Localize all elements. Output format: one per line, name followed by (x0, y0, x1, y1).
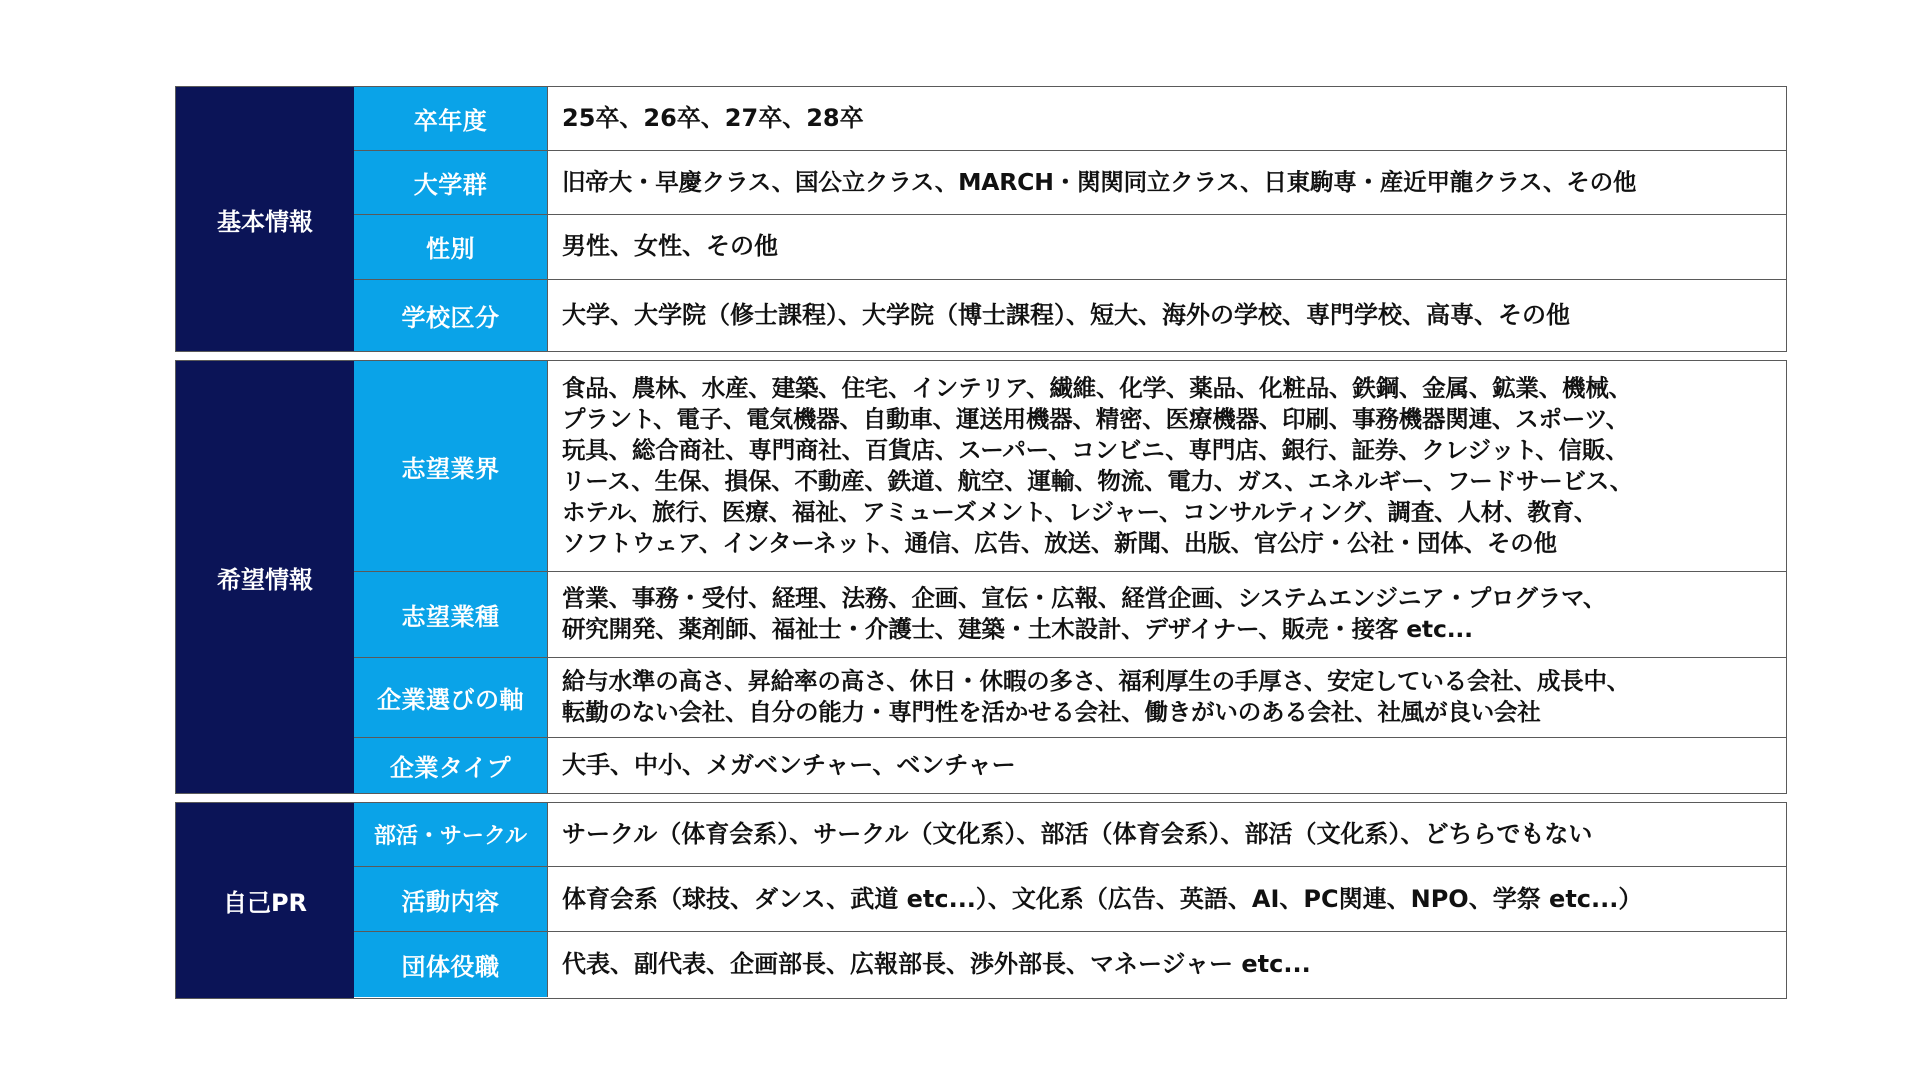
row-value: 大手、中小、メガベンチャー、ベンチャー (547, 738, 1786, 793)
row-value: 食品、農林、水産、建築、住宅、インテリア、繊維、化学、薬品、化粧品、鉄鋼、金属、鉱業、機械、 プラント、電子、電気機器、自動車、運送用機器、精密、医療機器、印刷、事務機器関連、スポーツ、 玩具、総合商社、専門商社、百貨店、スーパー、コンビニ、専門店、銀行、証券、クレジット、信販、 リース、生保、損保、不動産、鉄道、航空、運輸、物流、電力、ガス、エネルギー、フードサービス、 ホテル、旅行、医療、福祉、アミューズメント、レジャー、コンサルティング、調査、人材、教育、 ソフトウェア、インターネット、通信、広告、放送、新聞、出版、官公庁・公社・団体、その他 (547, 361, 1786, 571)
row-value: 旧帝大・早慶クラス、国公立クラス、MARCH・関関同立クラス、日東駒専・産近甲龍クラス、その他 (547, 151, 1786, 215)
section-preferences (175, 360, 1787, 794)
row-label: 企業タイプ (354, 738, 547, 793)
category-label: 希望情報 (176, 361, 354, 793)
row-value: 給与水準の高さ、昇給率の高さ、休日・休暇の多さ、福利厚生の手厚さ、安定している会社、成長中、 転勤のない会社、自分の能力・専門性を活かせる会社、働きがいのある会社、社風が良い会社 (547, 658, 1786, 738)
table-row (354, 932, 1786, 997)
table-row (354, 87, 1786, 151)
row-value: 大学、大学院（修士課程）、大学院（博士課程）、短大、海外の学校、専門学校、高専、その他 (547, 280, 1786, 351)
section-self-pr (175, 802, 1787, 999)
row-value: 体育会系（球技、ダンス、武道 etc...）、文化系（広告、英語、AI、PC関連、NPO、学祭 etc...） (547, 867, 1786, 931)
row-label: 性別 (354, 215, 547, 279)
row-label: 学校区分 (354, 280, 547, 351)
row-label: 団体役職 (354, 932, 547, 997)
category-label: 自己PR (176, 803, 354, 998)
table-row (354, 658, 1786, 739)
section-rows (354, 87, 1786, 351)
row-label: 部活・サークル (354, 803, 547, 866)
table-row (354, 867, 1786, 932)
row-label: 志望業界 (354, 361, 547, 571)
row-value: 代表、副代表、企画部長、広報部長、渉外部長、マネージャー etc... (547, 932, 1786, 997)
table-row (354, 572, 1786, 658)
row-label: 活動内容 (354, 867, 547, 931)
section-rows (354, 361, 1786, 793)
row-value: 営業、事務・受付、経理、法務、企画、宣伝・広報、経営企画、システムエンジニア・プログラマ、 研究開発、薬剤師、福祉士・介護士、建築・土木設計、デザイナー、販売・接客 etc... (547, 572, 1786, 657)
row-value: 25卒、26卒、27卒、28卒 (547, 87, 1786, 150)
table-row (354, 738, 1786, 793)
section-basic-info (175, 86, 1787, 352)
category-label: 基本情報 (176, 87, 354, 351)
table-row (354, 151, 1786, 216)
row-label: 企業選びの軸 (354, 658, 547, 738)
table-row (354, 361, 1786, 572)
row-label: 大学群 (354, 151, 547, 215)
table-row (354, 803, 1786, 867)
table-row (354, 280, 1786, 351)
row-label: 志望業種 (354, 572, 547, 657)
row-label: 卒年度 (354, 87, 547, 150)
table-row (354, 215, 1786, 280)
row-value: 男性、女性、その他 (547, 215, 1786, 279)
row-value: サークル（体育会系）、サークル（文化系）、部活（体育会系）、部活（文化系）、どちらでもない (547, 803, 1786, 866)
section-rows (354, 803, 1786, 998)
